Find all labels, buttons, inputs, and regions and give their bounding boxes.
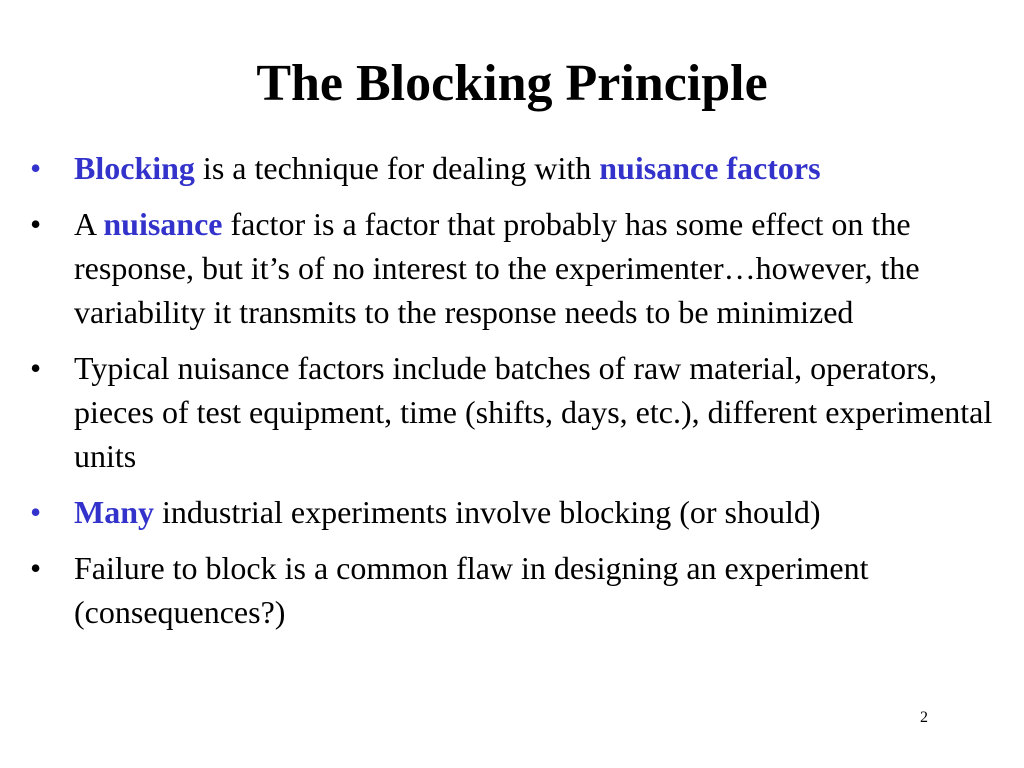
bullet-text: A	[74, 206, 104, 242]
bullet-marker-icon: •	[30, 350, 42, 386]
bullet-list	[30, 146, 1015, 646]
bullet-item-nuisance	[30, 202, 1015, 334]
bullet-item-many	[30, 490, 1015, 534]
slide-title: The Blocking Principle	[256, 55, 768, 112]
bullet-item-failure	[30, 546, 1015, 634]
bullet-marker-icon: •	[30, 494, 42, 530]
bullet-marker-icon: •	[30, 150, 42, 186]
page-number: 2	[920, 709, 928, 726]
bullet-marker-icon: •	[30, 550, 42, 586]
bullet-text: is a technique for dealing with	[194, 150, 600, 186]
bullet-text: Failure to block is a common flaw in designing an experiment (consequences?)	[74, 550, 869, 630]
bullet-highlight: Blocking	[74, 150, 195, 186]
bullet-highlight: Many	[74, 494, 154, 530]
bullet-text: factor is a factor that probably has some effect on the response, but it’s of no interest to the experimenter…however, the variability it transmits to the response needs to be minimized	[74, 206, 920, 330]
bullet-item-typical-factors	[30, 346, 1015, 478]
bullet-highlight: nuisance factors	[599, 150, 821, 186]
bullet-item-blocking	[30, 146, 1015, 190]
bullet-text: industrial experiments involve blocking (or should)	[154, 494, 821, 530]
bullet-marker-icon: •	[30, 206, 42, 242]
bullet-text: Typical nuisance factors include batches of raw material, operators, pieces of test equipment, time (shifts, days, etc.), different experimental units	[74, 350, 993, 474]
bullet-highlight: nuisance	[103, 206, 223, 242]
